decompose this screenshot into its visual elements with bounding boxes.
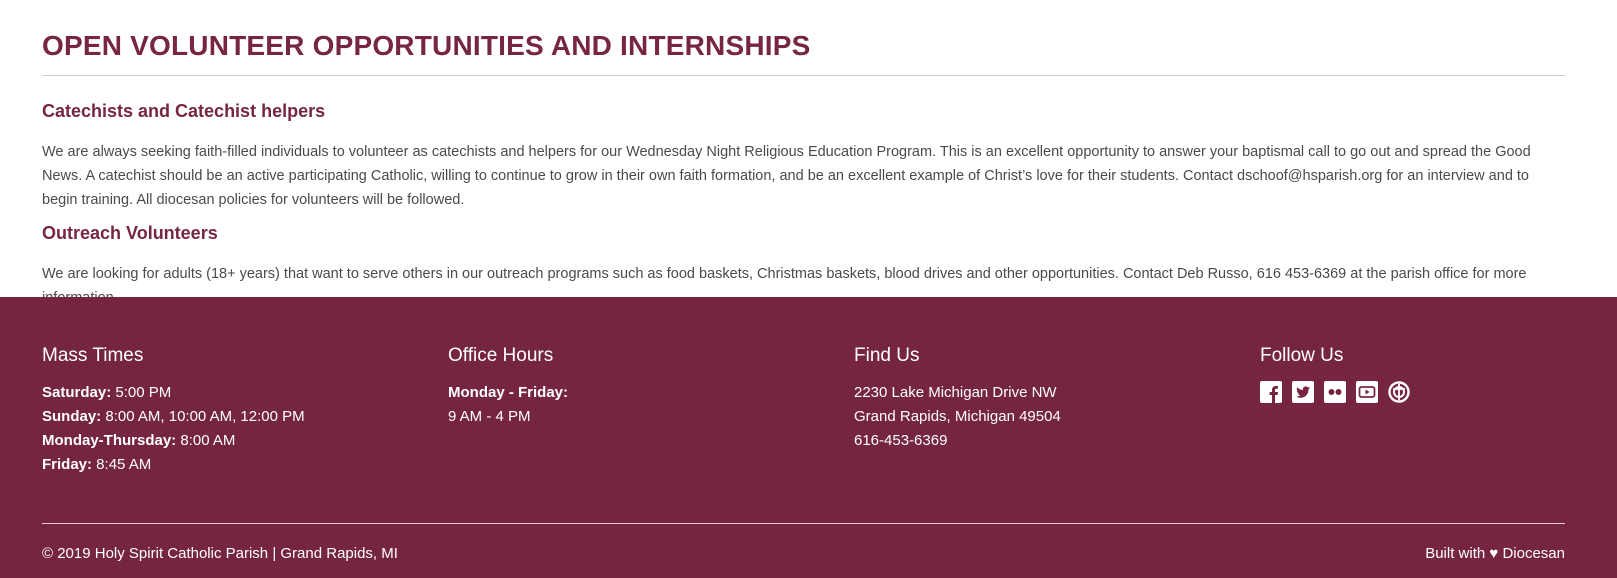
office-hours-days: Monday - Friday: [448,384,569,401]
flickr-icon[interactable] [1324,381,1346,403]
mass-time-row: Saturday: 5:00 PM [42,384,172,401]
page-title: OPEN VOLUNTEER OPPORTUNITIES AND INTERNSHIPS [42,30,811,61]
youtube-icon[interactable] [1356,381,1378,403]
section-body-catechists: We are always seeking faith-filled individuals to volunteer as catechists and helpers for our Wednesday Night Religious Education Program. This is an excellent opportunity to answer your baptismal call to go out and spread the Good News. A catechist should be an active participating Catholic, willing to continue to grow in their own faith formation, and be an excellent example of Christ’s love for their students. Contact dschoof@hsparish.org for an interview and to begin training. All diocesan policies for volunteers will be followed. [42,144,1531,208]
diocesan-icon[interactable] [1388,381,1410,403]
section-body-outreach: We are looking for adults (18+ years) that want to serve others in our outreach programs such as food baskets, Christmas baskets, blood drives and other opportunities. Contact Deb Russo, 616 453-6369 at the parish office for more [42,266,1527,282]
office-hours-heading: Office Hours [448,345,554,366]
office-hours-column [448,345,568,429]
site-footer [0,297,1617,578]
address-line-2: Grand Rapids, Michigan 49504 [854,408,1061,425]
mass-times-heading: Mass Times [42,345,144,366]
find-us-heading: Find Us [854,345,920,366]
mass-time-row: Sunday: 8:00 AM, 10:00 AM, 12:00 PM [42,408,305,425]
follow-us-heading: Follow Us [1260,345,1344,366]
follow-us-column [1260,345,1410,403]
social-links [1260,381,1410,403]
office-hours-time: 9 AM - 4 PM [448,408,531,425]
address-line-1: 2230 Lake Michigan Drive NW [854,384,1057,401]
copyright-text: © 2019 Holy Spirit Catholic Parish | Grand Rapids, MI [42,545,398,562]
mass-time-row: Friday: 8:45 AM [42,456,152,473]
built-with-link[interactable]: Built with ♥ Diocesan [1425,545,1565,562]
twitter-icon[interactable] [1292,381,1314,403]
find-us-column [854,345,1061,453]
title-divider [42,75,1565,76]
mass-times-column [42,345,305,477]
section-heading-outreach: Outreach Volunteers [42,223,218,243]
facebook-icon[interactable] [1260,381,1282,403]
phone-number[interactable]: 616-453-6369 [854,432,948,449]
footer-divider [42,523,1565,524]
section-heading-catechists: Catechists and Catechist helpers [42,101,326,121]
mass-time-row: Monday-Thursday: 8:00 AM [42,432,236,449]
